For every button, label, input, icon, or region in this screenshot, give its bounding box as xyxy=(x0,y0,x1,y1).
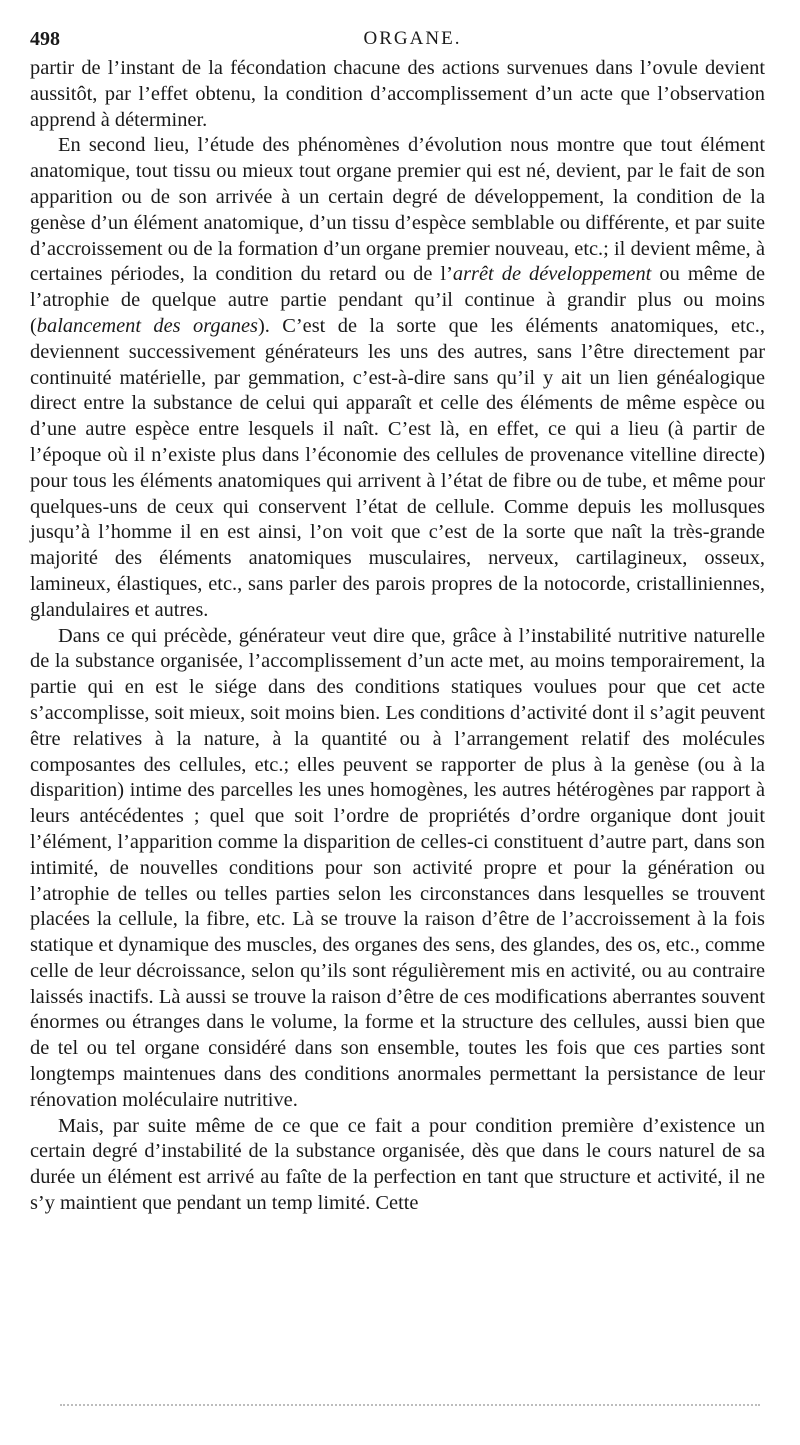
running-title: ORGANE. xyxy=(363,28,462,49)
italic-phrase: arrêt de développement xyxy=(452,263,652,286)
text-run: ou même de l’atrophie de quelque autre partie pendant qu’il continue à grandir plus ou moins ( xyxy=(30,263,765,337)
text-run: partir de l’instant de la fécondation chacune des actions survenues dans l’ovule devient aussitôt, par l’effet obtenu, la condition d’accomplissement d’un acte que l’observation apprend à déterminer. xyxy=(30,57,765,131)
text-run: ). C’est de la sorte que les éléments anatomiques, etc., deviennent successivement générateurs les uns des autres, sans l’être directement par continuité matérielle, par gemmation, c’est-à-dire sans qu’il y ait un lien généalogique direct entre la substance de celui qui apparaît et celle des éléments de même espèce ou d’une autre espèce entre lesquels il naît. C’est là, en effet, ce qui a lieu (à partir de l’époque où il n’existe plus dans l’économie des cellules de provenance vitelline directe) pour tous les éléments anatomiques qui arrivent à l’état de fibre ou de tube, et même pour quelques-uns de ceux qui conservent l’état de cellule. Comme depuis les mollusques jusqu’à l’homme il en est ainsi, l’on voit que c’est de la sorte que naît la très-grande majorité des éléments anatomiques musculaires, nerveux, cartilagineux, osseux, lamineux, élastiques, etc., sans parler des parois propres de la notocorde, cristalliniennes, glandulaires et autres. xyxy=(30,314,765,621)
text-run: Dans ce qui précède, générateur veut dire que, grâce à l’instabilité nutritive naturelle de la substance organisée, l’accomplissement d’un acte met, au moins temporairement, la partie qui en est le siége dans des conditions statiques voulues pour que cet acte s’accomplisse, soit mieux, soit moins bien. Les conditions d’activité dont il s’agit peuvent être relatives à la nature, à la quantité ou à l’arrangement relatif des molécules composantes des cellules, etc.; elles peuvent se rapporter de plus à la genèse (ou à la disparition) intime des parcelles les unes homogènes, les autres hétérogènes par rapport à leurs antécédentes ; quel que soit l’ordre de propriétés d’ordre organique dont jouit l’élément, l’apparition comme la disparition de celles-ci constituent d’autre part, dans son intimité, de nouvelles conditions pour son activité propre et pour la génération ou l’atrophie de telles ou telles parties selon les circonstances dans lesquelles se trouvent placées la cellule, la fibre, etc. Là se trouve la raison d’être de l’accroissement à la fois statique et dynamique des muscles, des organes des sens, des glandes, des os, etc., comme celle de leur décroissance, selon qu’ils sont régulièrement mis en activité, ou au contraire laissés inactifs. Là aussi se trouve la raison d’être de ces modifications aberrantes souvent énormes ou étranges dans le volume, la forme et la structure des cellules, aussi bien que de tel ou tel organe considéré dans son ensemble, toutes les fois que ces parties sont longtemps maintenues dans des conditions anormales permettant la persistance de leur rénovation moléculaire nutritive. xyxy=(30,624,765,1111)
page-number: 498 xyxy=(30,28,60,50)
bottom-page-edge xyxy=(60,1404,760,1406)
paragraph xyxy=(30,624,765,1114)
paragraph xyxy=(30,133,765,623)
paragraph xyxy=(30,56,765,133)
paragraph xyxy=(30,1114,765,1217)
text-run: En second lieu, l’étude des phénomènes d’évolution nous montre que tout élément anatomique, tout tissu ou mieux tout organe premier qui est né, devient, par le fait de son apparition ou de son arrivée à un certain degré de développement, la condition de la genèse d’un élément anatomique, d’un tissu d’espèce semblable ou différente, et par suite d’accroissement ou de la formation d’un organe premier nouveau, etc.; il devient même, à certaines périodes, la condition du retard ou de l’ xyxy=(30,134,765,286)
page-header xyxy=(30,28,765,56)
italic-phrase: balancement des organes xyxy=(36,314,258,337)
book-page xyxy=(30,28,765,1217)
body-text xyxy=(30,56,765,1217)
text-run: Mais, par suite même de ce que ce fait a pour condition première d’existence un certain degré d’instabilité de la substance organisée, dès que dans le cours naturel de sa durée un élément est arrivé au faîte de la perfection en tant que structure et activité, il ne s’y maintient que pendant un temp limité. Cette xyxy=(30,1114,765,1215)
